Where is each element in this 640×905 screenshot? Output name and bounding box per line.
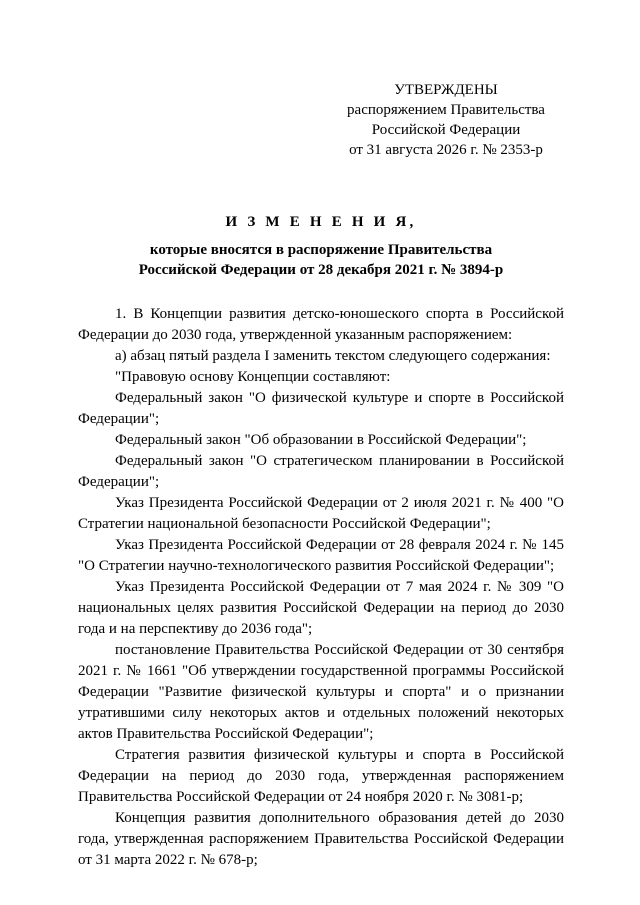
paragraph-strategy-3081: Стратегия развития физической культуры и спорта в Российской Федерации на период до 2030 года, утвержденная распоряжением Правительства Российской Федерации от 24 ноября 2020 г. № 3081-р; — [78, 747, 564, 805]
paragraph-subitem-a: а) абзац пятый раздела I заменить текстом следующего содержания: — [115, 348, 551, 364]
paragraph-decree-145: Указ Президента Российской Федерации от 28 февраля 2024 г. № 145 "О Стратегии научно-технологического развития Российской Федерации"; — [78, 537, 564, 574]
approval-line-order: распоряжением Правительства — [347, 102, 545, 118]
approval-block — [330, 80, 562, 160]
approval-line-date: от 31 августа 2026 г. № 2353-р — [349, 142, 543, 158]
document-title-block — [78, 212, 564, 280]
paragraph-item-1: 1. В Концепции развития детско-юношеского спорта в Российской Федерации до 2030 года, утвержденной указанным распоряжением: — [78, 306, 564, 343]
paragraph-decree-400: Указ Президента Российской Федерации от 2 июля 2021 г. № 400 "О Стратегии национальной безопасности Российской Федерации"; — [78, 495, 564, 532]
paragraph-decree-309: Указ Президента Российской Федерации от 7 мая 2024 г. № 309 "О национальных целях развития Российской Федерации на период до 2030 года и на перспективу до 2036 года"; — [78, 579, 564, 637]
paragraph-concept-678: Концепция развития дополнительного образования детей до 2030 года, утвержденная распоряжением Правительства Российской Федерации от 31 марта 2022 г. № 678-р; — [78, 810, 564, 868]
paragraph-law-planning: Федеральный закон "О стратегическом планировании в Российской Федерации"; — [78, 453, 564, 490]
document-subtitle-line-1: которые вносятся в распоряжение Правительства — [149, 242, 493, 258]
paragraph-law-sport: Федеральный закон "О физической культуре и спорте в Российской Федерации"; — [78, 390, 564, 427]
approval-status: УТВЕРЖДЕНЫ — [394, 82, 498, 98]
paragraph-resolution-1661: постановление Правительства Российской Федерации от 30 сентября 2021 г. № 1661 "Об утверждении государственной программы Российской Федерации "Развитие физической культуры и спорта" и о признании утратившими силу некоторых актов и отдельных положений некоторых актов Правительства Российской Федерации"; — [78, 642, 564, 742]
paragraph-law-education: Федеральный закон "Об образовании в Российской Федерации"; — [115, 432, 527, 448]
document-subtitle-line-2: Российской Федерации от 28 декабря 2021 г. № 3894-р — [138, 262, 504, 278]
document-heading: И З М Е Н Е Н И Я, — [225, 214, 417, 230]
paragraph-legal-basis-intro: "Правовую основу Концепции составляют: — [115, 369, 391, 385]
approval-line-authority: Российской Федерации — [371, 122, 521, 138]
document-body — [78, 304, 564, 871]
